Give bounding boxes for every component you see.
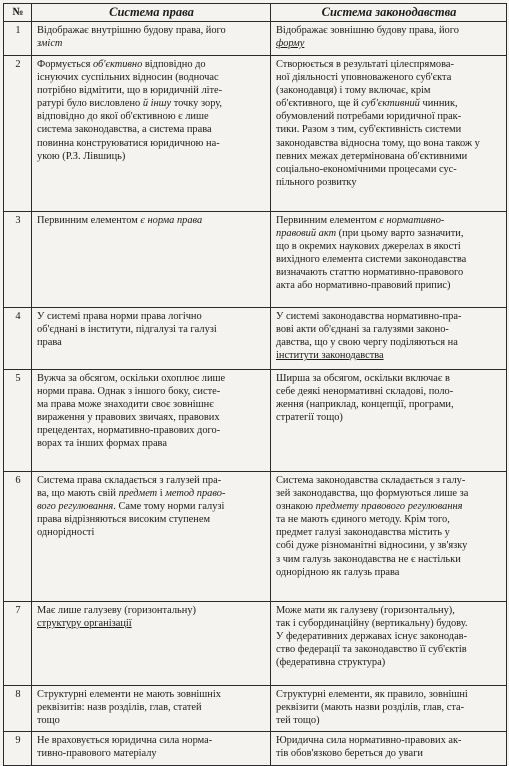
cell-text-line: обумовлений потребами юридичної прак- [276, 111, 462, 123]
cell-text-line: Структурні елементи не мають зовнішніх [37, 689, 221, 700]
law-system-cell [32, 472, 271, 602]
cell-text-line: норми права. Однак з іншого боку, систе- [37, 386, 221, 398]
row-number: 4 [4, 308, 32, 370]
cell-text-line: система законодавства, а система права [37, 124, 212, 136]
law-system-cell [32, 212, 271, 308]
cell-text-line: структуру організації [37, 618, 132, 630]
table-row [4, 22, 507, 56]
cell-text-line: вові акти об'єднані за галузями законо- [276, 324, 449, 336]
cell-text-line: пільного розвитку [276, 176, 357, 188]
cell-text-line: У системі законодавства нормативно-пра- [276, 311, 462, 322]
cell-text-line: тощо [37, 715, 60, 727]
cell-text-line: однорідності [37, 527, 95, 539]
cell-text-line: ної діяльності уповноваженого суб'єкта [276, 72, 452, 84]
cell-text-line: предмет галузі законодавства містить у [276, 527, 450, 539]
legislation-system-cell [271, 686, 507, 732]
cell-text-line: себе деякі ненормативні складові, поло- [276, 386, 454, 398]
cell-text-line: собі дуже різноманітні відносини, у зв'язку [276, 540, 468, 552]
cell-text-line: Вужча за обсягом, оскільки охоплює лише [37, 373, 226, 384]
row-number: 1 [4, 22, 32, 56]
cell-text-line: Первинним елементом є нормативно- [276, 215, 445, 226]
cell-text-line: об'єктивного, ще й суб'єктивний чинник, [276, 98, 458, 110]
legislation-system-cell [271, 602, 507, 686]
table-row [4, 56, 507, 212]
cell-text-line: Формується об'єктивно відповідно до [37, 59, 206, 70]
cell-text-line: Юридична сила нормативно-правових ак- [276, 735, 462, 746]
cell-text-line: вираження у правових звичаях, правових [37, 412, 220, 424]
row-number: 5 [4, 370, 32, 472]
cell-text-line: ма права може знаходити своє зовнішнє [37, 399, 214, 411]
table-row [4, 686, 507, 732]
cell-text-line: правовий акт (при цьому варто зазначити, [276, 228, 464, 240]
cell-text-line: тей тощо) [276, 715, 320, 727]
legislation-system-cell [271, 308, 507, 370]
cell-text-line: Може мати як галузеву (горизонтальну), [276, 605, 455, 616]
cell-text-line: права відрізняються високим ступенем [37, 514, 211, 526]
cell-text-line: вого регулювання. Саме тому норми галузі [37, 501, 225, 513]
cell-text-line: (законодавця) і тому включає, крім [276, 85, 431, 97]
law-system-cell [32, 308, 271, 370]
row-number: 6 [4, 472, 32, 602]
cell-text-line: стратегії тощо) [276, 412, 343, 424]
cell-text-line: ва, що мають свій предмет і метод право- [37, 488, 226, 500]
cell-text-line: що в окремих наукових джерелах в якості [276, 241, 461, 253]
cell-text-line: Має лише галузеву (горизонтальну) [37, 605, 196, 616]
legislation-system-cell [271, 56, 507, 212]
cell-text-line: тики. Разом з тим, суб'єктивність системи [276, 124, 462, 136]
cell-text-line: однорідною як галузь права [276, 566, 400, 578]
cell-text-line: Первинним елементом є норма права [37, 215, 203, 226]
cell-text-line: з чим галузь законодавства не є настільки [276, 553, 461, 565]
cell-text-line: існуючих суспільних відносин (водночас [37, 72, 219, 84]
table-row [4, 472, 507, 602]
header-number: № [4, 4, 32, 22]
cell-text-line: ження (наприклад, концепції, програми, [276, 399, 454, 411]
cell-text-line: ворах та інших формах права [37, 438, 167, 450]
cell-text-line: Система законодавства складається з галу- [276, 475, 466, 486]
cell-text-line: визначають статтю нормативно-правового [276, 267, 464, 279]
cell-text-line: так і субординаційну (вертикальну) будову. [276, 618, 468, 630]
cell-text-line: права [37, 337, 62, 349]
row-number: 8 [4, 686, 32, 732]
law-system-cell [32, 602, 271, 686]
law-system-cell [32, 370, 271, 472]
table-header-row [4, 4, 507, 22]
cell-text-line: акта або нормативно-правовий припис) [276, 280, 451, 292]
cell-text-line: Ширша за обсягом, оскільки включає в [276, 373, 450, 384]
cell-text-line: ратурі було висловлено й іншу точку зору, [37, 98, 223, 110]
cell-text-line: повинна конструюватися юридичною на- [37, 137, 220, 149]
cell-text-line: тів обов'язково береться до уваги [276, 748, 423, 760]
cell-text-line: ство федерації та законодавство її суб'єктів [276, 644, 467, 656]
table-row [4, 308, 507, 370]
cell-text-line: форму [276, 38, 305, 50]
cell-text-line: та не мають єдиного методу. Крім того, [276, 514, 450, 526]
cell-text-line: об'єднані в інститути, підгалузі та галузі [37, 324, 217, 336]
table-row [4, 212, 507, 308]
legislation-system-cell [271, 732, 507, 766]
cell-text-line: тивно-правового матеріалу [37, 748, 157, 760]
legislation-system-cell [271, 22, 507, 56]
cell-text-line: потрібно відмітити, що в юридичній літе- [37, 85, 223, 97]
cell-text-line: Відображає зовнішню будову права, його [276, 25, 459, 36]
comparison-table [3, 3, 507, 766]
law-system-cell [32, 686, 271, 732]
law-system-cell [32, 22, 271, 56]
cell-text-line: У системі права норми права логічно [37, 311, 202, 322]
cell-text-line: вихідного елемента системи законодавства [276, 254, 467, 266]
cell-text-line: відповідно до якої об'єктивною є лише [37, 111, 209, 123]
row-number: 2 [4, 56, 32, 212]
law-system-cell [32, 56, 271, 212]
row-number: 9 [4, 732, 32, 766]
law-system-cell [32, 732, 271, 766]
cell-text-line: інститути законодавства [276, 350, 384, 362]
cell-text-line: реквізити (мають назви розділів, глав, ста- [276, 702, 465, 714]
cell-text-line: зей законодавства, що формуються лише за [276, 488, 469, 500]
cell-text-line: Структурні елементи, як правило, зовнішні [276, 689, 468, 700]
cell-text-line: (федеративна структура) [276, 657, 386, 669]
cell-text-line: Система права складається з галузей пра- [37, 475, 222, 486]
header-law-system: Система права [32, 4, 271, 22]
cell-text-line: У федеративних державах існує законодав- [276, 631, 468, 643]
cell-text-line: соціально-економічними процесами сус- [276, 163, 457, 175]
table-row [4, 732, 507, 766]
legislation-system-cell [271, 472, 507, 602]
cell-text-line: Не враховується юридична сила норма- [37, 735, 213, 746]
cell-text-line: ознакою предмету правового регулювання [276, 501, 463, 513]
cell-text-line: зміст [37, 38, 63, 50]
table-row [4, 370, 507, 472]
cell-text-line: давства, що у свою чергу поділяються на [276, 337, 458, 349]
legislation-system-cell [271, 212, 507, 308]
row-number: 7 [4, 602, 32, 686]
cell-text-line: реквізитів: назв розділів, глав, статей [37, 702, 202, 714]
cell-text-line: укою (Р.З. Лівшиць) [37, 150, 126, 162]
legislation-system-cell [271, 370, 507, 472]
cell-text-line: Відображає внутрішню будову права, його [37, 25, 226, 36]
cell-text-line: законодавства відносна тому, що вона також у [276, 137, 480, 149]
cell-text-line: прецедентах, нормативно-правових дого- [37, 425, 221, 437]
cell-text-line: певних межах детермінована об'єктивними [276, 150, 468, 162]
header-legislation-system: Система законодавства [271, 4, 507, 22]
cell-text-line: Створюється в результаті цілеспрямова- [276, 59, 454, 70]
table-row [4, 602, 507, 686]
row-number: 3 [4, 212, 32, 308]
